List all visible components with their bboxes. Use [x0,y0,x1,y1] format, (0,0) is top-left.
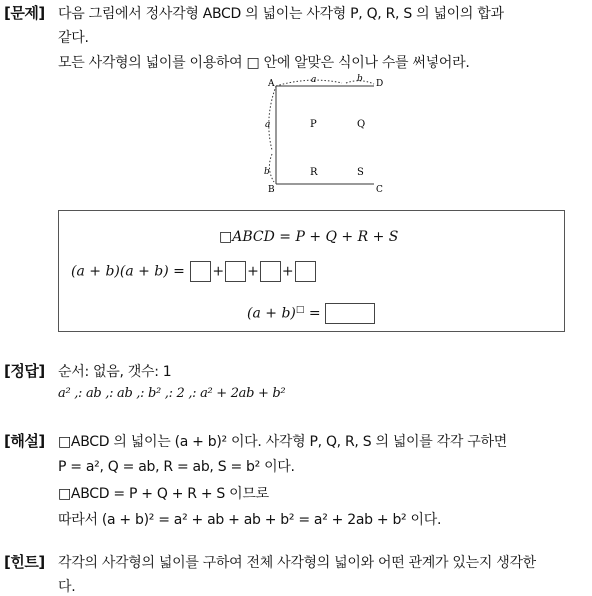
equals-sign: = [308,305,321,322]
explanation-line2: P = a², Q = ab, R = ab, S = b² 이다. [58,459,295,475]
blank-2[interactable] [225,261,246,282]
equation-3-prefix: (a + b) [247,305,296,322]
region-q: Q [357,119,366,130]
top-edge-a: a [311,75,317,85]
answer-label: [정답] [4,362,45,380]
blank-result[interactable] [325,303,375,324]
answer-line2: a² ,: ab ,: ab ,: b² ,: 2 ,: a² + 2ab + b² [58,386,286,401]
blank-1[interactable] [190,261,211,282]
problem-text-line3: 모든 사각형의 넓이를 이용하여 □ 안에 알맞은 식이나 수를 써넣어라. [58,55,470,71]
region-p: P [310,119,317,130]
plus-2: + [247,263,259,280]
left-edge-b: b [264,167,270,177]
plus-3: + [281,263,294,280]
problem-label: [문제] [4,4,45,22]
hint-label: [힌트] [4,553,45,571]
square-diagram [262,74,392,194]
hint-line1: 각각의 사각형의 넓이를 구하여 전체 사각형의 넓이와 어떤 관계가 있는지 생각한 [58,555,536,571]
vertex-d: D [376,79,384,89]
equation-2-prefix: (a + b)(a + b) = [71,263,185,280]
equation-2 [71,261,317,282]
region-r: R [310,167,318,178]
plus-1: + [212,263,225,280]
region-s: S [357,167,364,178]
blank-4[interactable] [295,261,316,282]
problem-text-line2: 같다. [58,30,89,46]
vertex-b: B [268,185,275,194]
hint-line2: 다. [58,579,76,595]
vertex-c: C [376,185,383,194]
square-figure [262,74,392,194]
explanation-line4: 따라서 (a + b)² = a² + ab + ab + b² = a² + 2ab + b² 이다. [58,512,442,528]
equation-1: □ABCD = P + Q + R + S [219,229,399,245]
explanation-line3: □ABCD = P + Q + R + S 이므로 [58,486,269,502]
left-edge-a: a [265,120,271,130]
equation-3 [247,303,375,324]
top-edge-b: b [357,74,363,84]
explanation-line1: □ABCD 의 넓이는 (a + b)² 이다. 사각형 P, Q, R, S 의 넓이를 각각 구하면 [58,434,507,450]
vertex-a: A [268,79,275,89]
exponent-blank[interactable]: □ [295,304,305,315]
problem-text-line1: 다음 그림에서 정사각형 ABCD 의 넓이는 사각형 P, Q, R, S 의 넓이의 합과 [58,6,504,22]
explanation-label: [해설] [4,432,45,450]
blank-3[interactable] [260,261,281,282]
equation-box [58,210,565,332]
answer-line1: 순서: 없음, 갯수: 1 [58,364,172,380]
